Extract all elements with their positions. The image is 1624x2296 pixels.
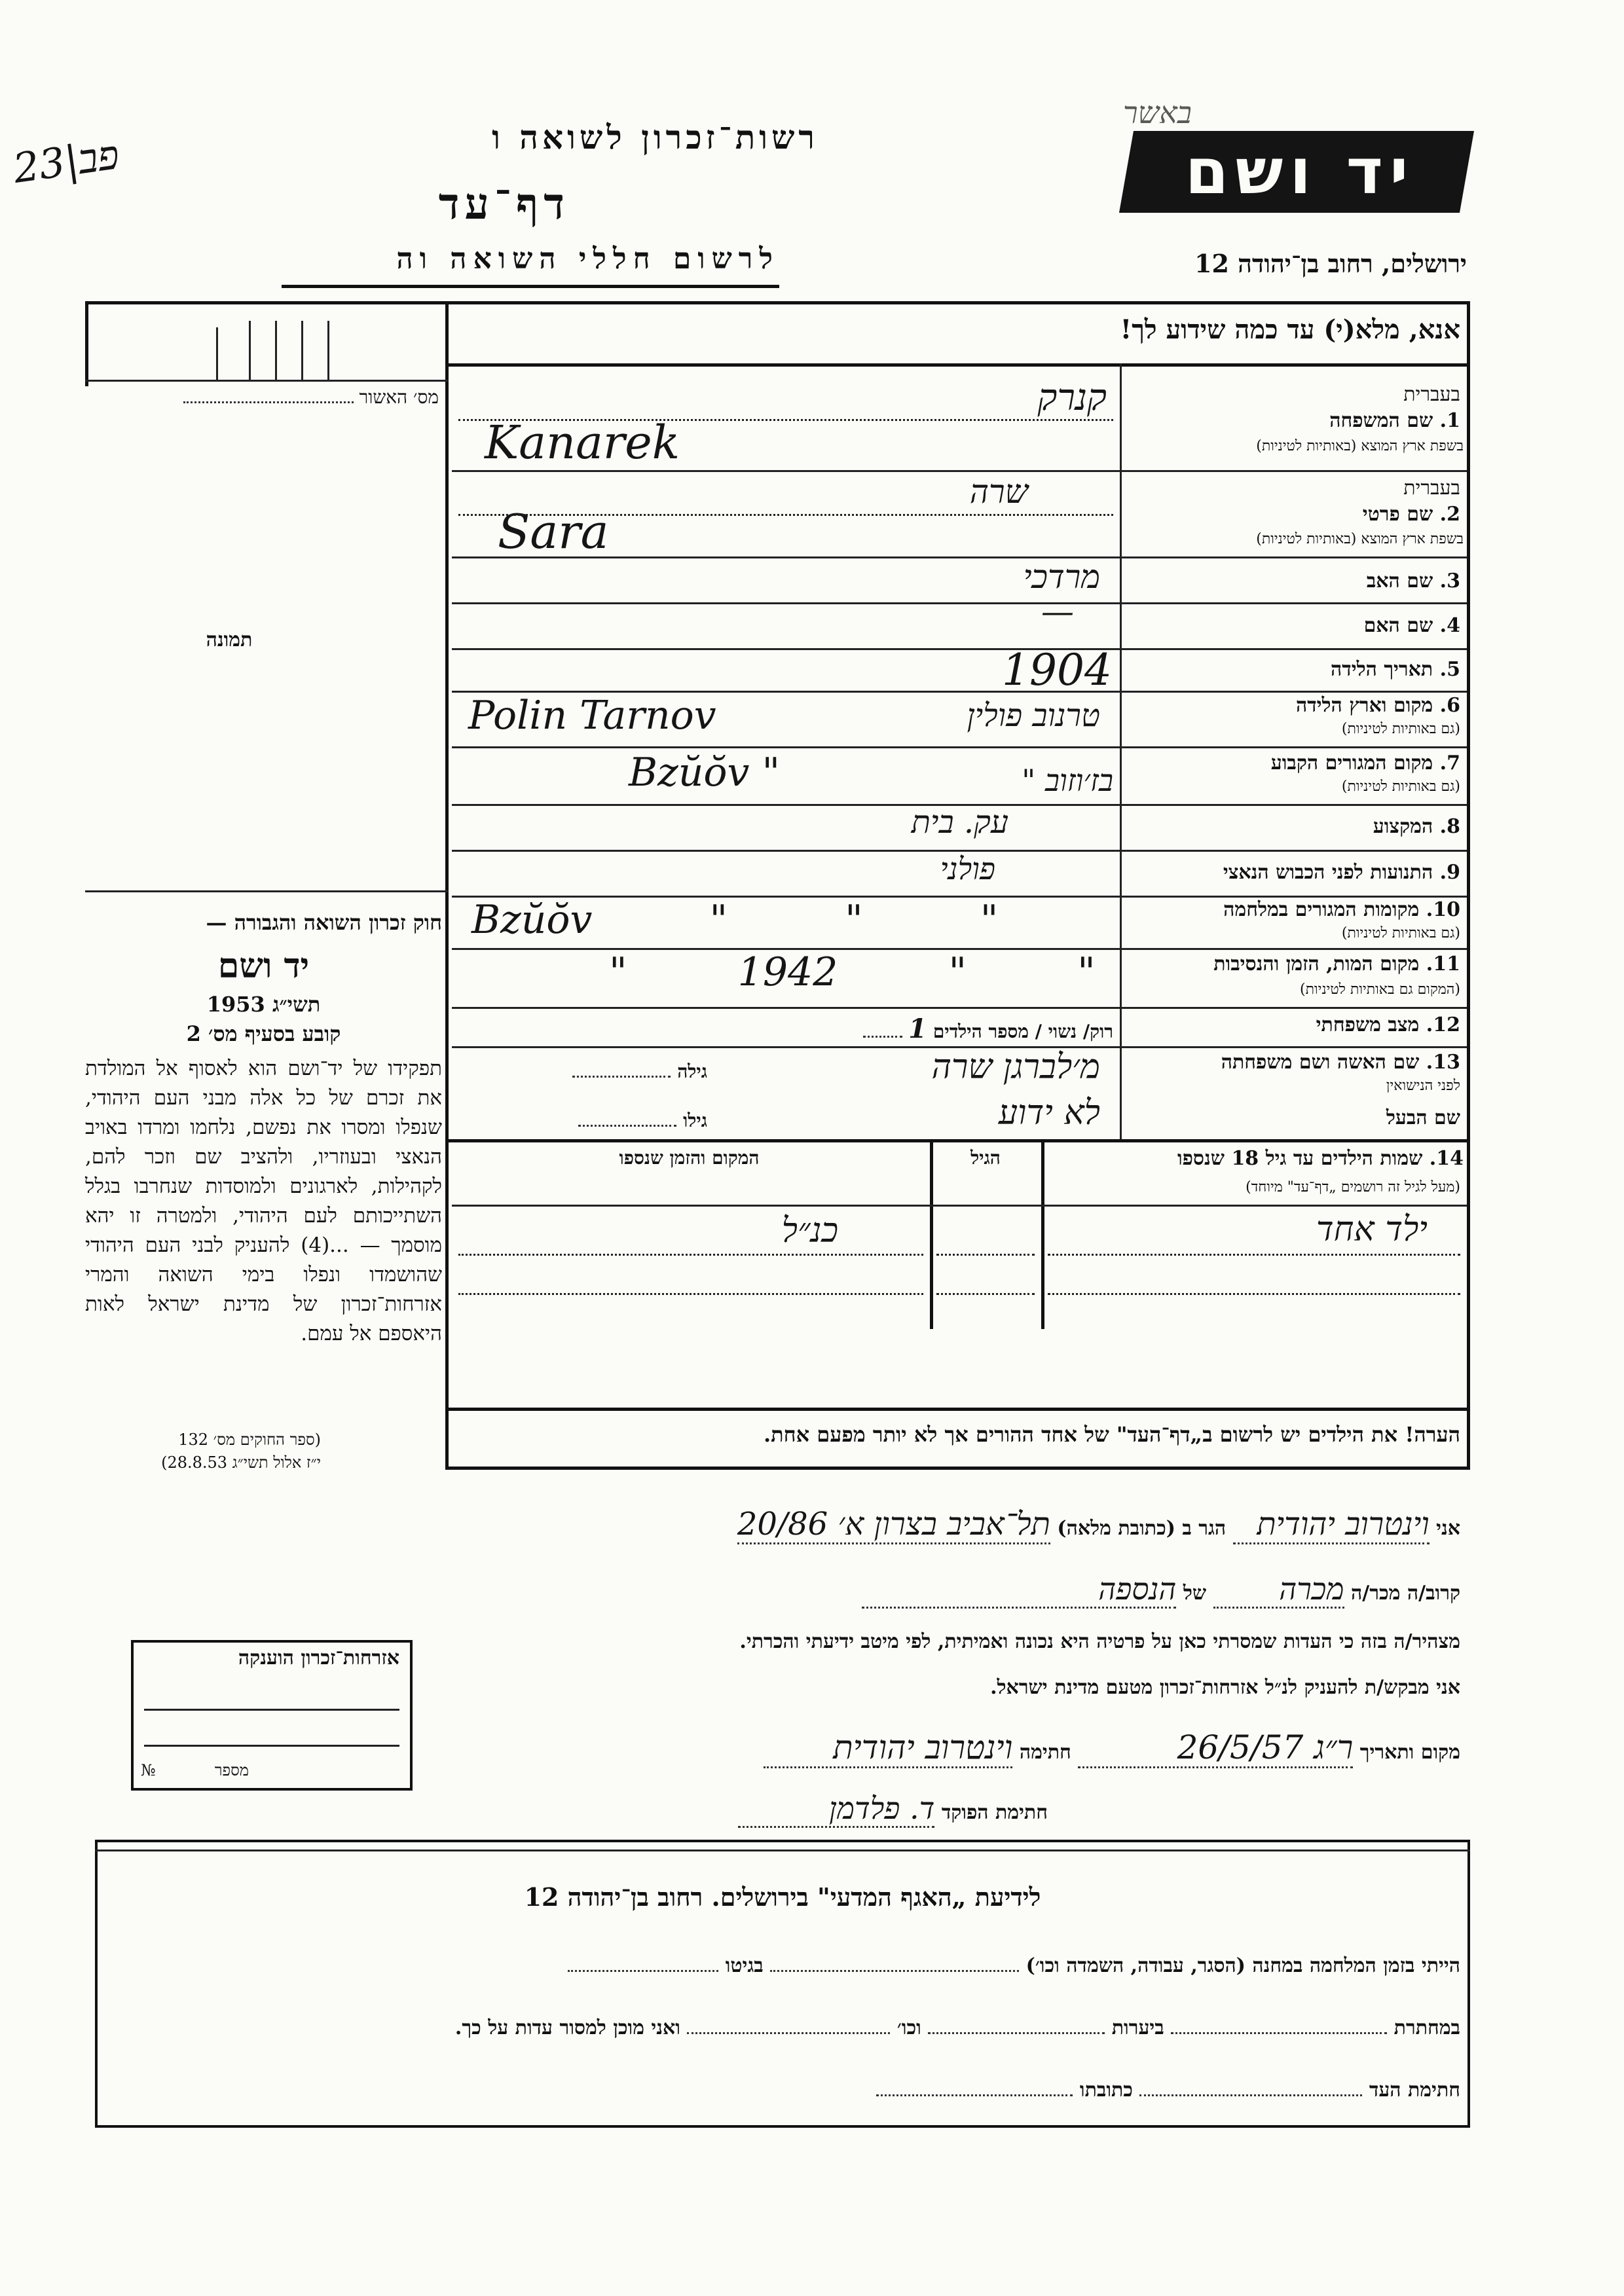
children-table-top [445, 1139, 1470, 1142]
field2-sublabel: בשפת ארץ המוצא (באותיות לטיניות) [1256, 531, 1464, 547]
field13-number: 13. [1426, 1051, 1460, 1074]
photo-bottom-rule [85, 890, 449, 892]
field9-value[interactable]: פולני [940, 851, 995, 886]
law-title: חוק זכרון השואה והגבורה — [206, 910, 442, 935]
approval-number-field[interactable] [183, 401, 354, 403]
form-subtitle: לרשום חללי השואה וה [396, 242, 779, 276]
field4-number: 4. [1439, 614, 1460, 637]
logo-text: יד ושם [1185, 135, 1415, 208]
field5-text: תאריך הלידה [1331, 658, 1433, 681]
label-column-divider [1120, 363, 1122, 1139]
row-rule [452, 648, 1467, 650]
approval-label: מס׳ האשור [359, 386, 439, 408]
law-ref-2: י״ז אלול תשי״ג 28.8.53) [161, 1453, 321, 1472]
testimony-label: ואני מוכן למסור עדות על כך. [454, 2016, 680, 2039]
ghetto-field[interactable] [568, 1970, 718, 1972]
field7-label [1126, 752, 1460, 774]
note-top-rule [445, 1408, 1470, 1411]
field6-latin-value[interactable]: Polin Tarnov [468, 693, 716, 738]
field7-text: מקום המגורים הקבוע [1270, 752, 1433, 774]
authority-title: רשות־זכרון לשואה ו [492, 118, 819, 156]
field8-text: המקצוע [1373, 815, 1433, 838]
field1-label [1126, 409, 1460, 432]
children-row-rule [458, 1293, 923, 1295]
field13-sublabel: לפני הנישואין [1386, 1078, 1460, 1094]
wife-age-label: גילה [677, 1061, 707, 1082]
field10-value[interactable]: Bzŭŏv " " " [471, 897, 999, 943]
address-label: הגר ב (כתובת מלאה) [1057, 1517, 1227, 1540]
field6-text: מקום וארץ הלידה [1295, 694, 1433, 717]
field4-label [1126, 614, 1460, 637]
declaration-line-2 [458, 1571, 1460, 1609]
signature-label: חתימה [1019, 1741, 1071, 1764]
approval-number-label [151, 386, 439, 409]
marital-options[interactable]: רוק/ נשוי / מספר הילדים [932, 1021, 1113, 1042]
request-line: אנא, מלא(י) עד כמה שידוע לך! [1120, 314, 1460, 345]
underground-field[interactable] [1171, 2032, 1387, 2034]
field11-number: 11. [1426, 953, 1460, 975]
field14-number: 14. [1429, 1147, 1464, 1170]
place-date-value[interactable]: ר״ג 26/5/57 [1078, 1728, 1353, 1768]
field11-label [1126, 953, 1460, 975]
field12-number: 12. [1426, 1013, 1460, 1036]
declaration-line-1 [458, 1506, 1460, 1544]
field5-value[interactable]: 1904 [1002, 645, 1112, 695]
note-text: הערה! את הילדים יש לרשום ב„דף־העד" של אחד ההורים אך לא יותר מפעם אחת. [763, 1422, 1460, 1447]
subtitle-underline [282, 285, 779, 288]
children-table-divider [1041, 1139, 1044, 1329]
field12-label [1126, 1013, 1460, 1036]
footer-heading: לידיעת „האגף המדעי" בירושלים. רחוב בן־יהודה 12 [524, 1882, 1041, 1912]
field7-latin-value[interactable]: Bzŭŏv " [629, 750, 781, 795]
children-row-rule [1048, 1254, 1460, 1256]
field1-split [458, 419, 1113, 421]
law-year: תשי״ג 1953 [206, 992, 321, 1017]
field1-hebrew-label: בעברית [1403, 383, 1460, 406]
field4-value[interactable]: — [1041, 592, 1074, 630]
declarant-name[interactable]: וינטרוב יהודית [1233, 1506, 1430, 1544]
field13-value[interactable]: מ׳לברגן שרה [931, 1048, 1100, 1087]
stub-line [216, 327, 218, 380]
field4-text: שם האם [1363, 614, 1433, 637]
relation-value[interactable]: מכרה [1213, 1571, 1344, 1609]
row-rule [452, 1007, 1467, 1009]
witness-signature-field[interactable] [1139, 2094, 1362, 2096]
footer-line-1 [327, 1954, 1460, 1977]
field9-number: 9. [1439, 861, 1460, 884]
field14-label [1048, 1147, 1464, 1170]
form-title: דף־עד [438, 178, 570, 229]
witness-address-label: כתובתו [1079, 2079, 1133, 2102]
field7-number: 7. [1439, 752, 1460, 774]
wife-age [471, 1061, 707, 1083]
etc-field[interactable] [687, 2032, 890, 2034]
witness-signature-label: חתימת העד [1369, 2079, 1460, 2102]
field3-value[interactable]: מרדכי [1023, 558, 1100, 596]
field10-number: 10. [1426, 898, 1460, 921]
field1-sublabel: בשפת ארץ המוצא (באותיות לטיניות) [1256, 438, 1464, 454]
field1-text: שם המשפחה [1329, 409, 1433, 432]
footer-line-2 [105, 2016, 1460, 2039]
witness-address-field[interactable] [876, 2094, 1073, 2096]
declaration-line-5 [458, 1728, 1460, 1768]
children-row-rule [1048, 1293, 1460, 1295]
officer-signature[interactable]: ד. פלדמן [738, 1791, 934, 1828]
field5-label [1126, 658, 1460, 681]
row-rule [452, 470, 1467, 472]
relation-label: קרוב/ה מכר/ה [1351, 1582, 1460, 1605]
field12-options [655, 1013, 1113, 1044]
husband-age [471, 1110, 707, 1132]
law-ref-1: (ספר החוקים מס׳ 132 [178, 1430, 321, 1449]
citizenship-title: אזרחות־זכרון הוענקה [238, 1647, 399, 1669]
field7-sublabel: (גם באותיות לטיניות) [1341, 778, 1460, 795]
place-date-label: מקום ותאריך [1359, 1741, 1460, 1764]
field2-hebrew-label: בעברית [1403, 477, 1460, 500]
header-rule [85, 301, 449, 304]
child-name-value[interactable]: ילד אחד [1316, 1210, 1428, 1249]
camp-field[interactable] [770, 1970, 1019, 1972]
declaration-statement: מצהיר/ה בזה כי העדות שמסרתי כאן על פרטיה היא נכונה ואמיתית, לפי מיטב ידיעתי והכרתי. [739, 1630, 1460, 1653]
row-rule [452, 602, 1467, 604]
field11-text: מקום המות, הזמן והנסיבות [1213, 953, 1420, 975]
of-label: של [1183, 1582, 1207, 1605]
citizenship-number-label: מספר [214, 1761, 249, 1779]
law-clause: קובע בסעיף מס׳ 2 [186, 1021, 341, 1046]
field14-sublabel: (מעל לגיל זה רושמים „דף־עד" מיוחד) [1246, 1179, 1460, 1195]
officer-label: חתימת הפוקד [941, 1801, 1048, 1824]
children-row-rule [936, 1293, 1035, 1295]
photo-label: תמונה [206, 629, 253, 651]
declaration-request: אני מבקש/ת להעניק לנ״ל אזרחות־זכרון מטעם מדינת ישראל. [990, 1676, 1460, 1699]
etc-label: וכו׳ [896, 2016, 921, 2039]
husband-age-field[interactable] [578, 1125, 676, 1127]
field14-text: שמות הילדים עד גיל 18 שנספו [1177, 1147, 1423, 1170]
husband-age-label: גילו [683, 1110, 707, 1131]
field2-hebrew-value[interactable]: שרה [969, 473, 1028, 511]
field3-label [1126, 570, 1460, 592]
citizenship-number-sign: № [141, 1761, 156, 1779]
law-text: תפקידו של יד־ושם הוא לאסוף אל המולדת את זכרם של כל אלה מבני העם היהודי, שנפלו ומסרו את נפשם, נלחמו ומרדו באויב הנאצי ובעוזריו, ולהציב שם וזכר להם, לקהילות, לארגונים ולמוסדות שנחרבו בגלל השתייכותם לעם היהודי, ולמטרה זו יהא מוסמך — ...(4) להעניק לבני העם היהודי שהושמדו ונפלו בימי השואה והמרי אזרחות־זכרון של מדינת ישראל לאות היאספם אל עמם. [85, 1057, 442, 1345]
stub-line [275, 321, 277, 380]
forests-label: ביערות [1111, 2016, 1164, 2039]
field8-label [1126, 815, 1460, 838]
col-place-header: המקום והזמן שנספו [619, 1147, 760, 1169]
children-row-rule [936, 1254, 1035, 1256]
field1-number: 1. [1439, 409, 1460, 432]
field1-latin-value[interactable]: Kanarek [485, 416, 680, 469]
stub-base [85, 380, 449, 382]
field9-label [1126, 861, 1460, 884]
field12-text: מצב משפחתי [1316, 1013, 1420, 1036]
field10-text: מקומות המגורים במלחמה [1223, 898, 1420, 921]
husband-value[interactable]: לא ידוע [998, 1093, 1100, 1133]
signature-value[interactable]: וינטרוב יהודית [764, 1728, 1012, 1768]
field11-sublabel: (המקום גם באותיות לטיניות) [1300, 981, 1460, 998]
children-header-rule [452, 1205, 1467, 1207]
husband-label: שם הבעל [1386, 1106, 1460, 1129]
citizenship-line [144, 1745, 399, 1747]
field6-number: 6. [1439, 694, 1460, 717]
field13-text: שם האשה ושם משפחתה [1221, 1051, 1420, 1074]
ghetto-label: בגיטו [725, 1954, 764, 1977]
field7-hebrew-value[interactable]: בז׳וזוב " [1022, 763, 1113, 798]
declarant-label: אני [1436, 1517, 1460, 1540]
field2-text: שם פרטי [1362, 503, 1433, 526]
field8-number: 8. [1439, 815, 1460, 838]
camp-label: הייתי בזמן המלחמה במחנה (הסגר, עבודה, השמדה וכו׳) [1025, 1954, 1460, 1977]
wife-age-field[interactable] [572, 1076, 671, 1078]
field9-text: התנועות לפני הכבוש הנאצי [1223, 861, 1433, 884]
field2-label [1126, 503, 1460, 526]
field13-label [1126, 1051, 1460, 1074]
row-rule [452, 746, 1467, 748]
field6-label [1126, 694, 1460, 717]
left-margin-rule [85, 301, 88, 386]
children-count[interactable]: 1 [908, 1013, 927, 1044]
field11-value[interactable]: " 1942 " " [609, 949, 1096, 995]
top-scribble: באשר [1123, 95, 1192, 130]
stub-line [327, 321, 329, 380]
declaration-line-6 [458, 1791, 1048, 1828]
footer-top-rule [95, 1850, 1470, 1851]
field2-number: 2. [1439, 503, 1460, 526]
field2-split [458, 514, 1113, 516]
field10-sublabel: (גם באותיות לטיניות) [1341, 925, 1460, 941]
citizenship-line [144, 1709, 399, 1711]
field3-text: שם האב [1366, 570, 1433, 592]
field6-sublabel: (גם באותיות לטיניות) [1341, 721, 1460, 737]
field3-number: 3. [1439, 570, 1460, 592]
child-place-value[interactable]: כנ״ל [781, 1211, 838, 1250]
stub-line [249, 321, 251, 380]
stub-line [301, 321, 303, 380]
footer-line-3 [589, 2079, 1460, 2102]
corner-note: פב|23 [10, 130, 122, 192]
field8-value[interactable]: עק. בית [911, 804, 1008, 841]
field5-number: 5. [1439, 658, 1460, 681]
request-rule [445, 363, 1470, 367]
of-value[interactable]: הנספה [862, 1571, 1176, 1609]
law-name: יד ושם [217, 946, 310, 986]
field10-label [1126, 898, 1460, 921]
children-row-rule [458, 1254, 923, 1256]
address: ירושלים, רחוב בן־יהודה 12 [1194, 249, 1467, 278]
underground-label: במחתרת [1393, 2016, 1460, 2039]
field1-hebrew-value[interactable]: קנרק [1037, 376, 1107, 419]
col-age-header: הגיל [970, 1147, 1001, 1169]
declarant-address[interactable]: תל־אביב בצרון א׳ 20/86 [737, 1506, 1050, 1544]
forests-field[interactable] [928, 2032, 1105, 2034]
children-count-line [863, 1036, 902, 1038]
field6-hebrew-value[interactable]: טרנוב פולין [967, 697, 1100, 734]
field2-latin-value[interactable]: Sara [498, 504, 609, 559]
